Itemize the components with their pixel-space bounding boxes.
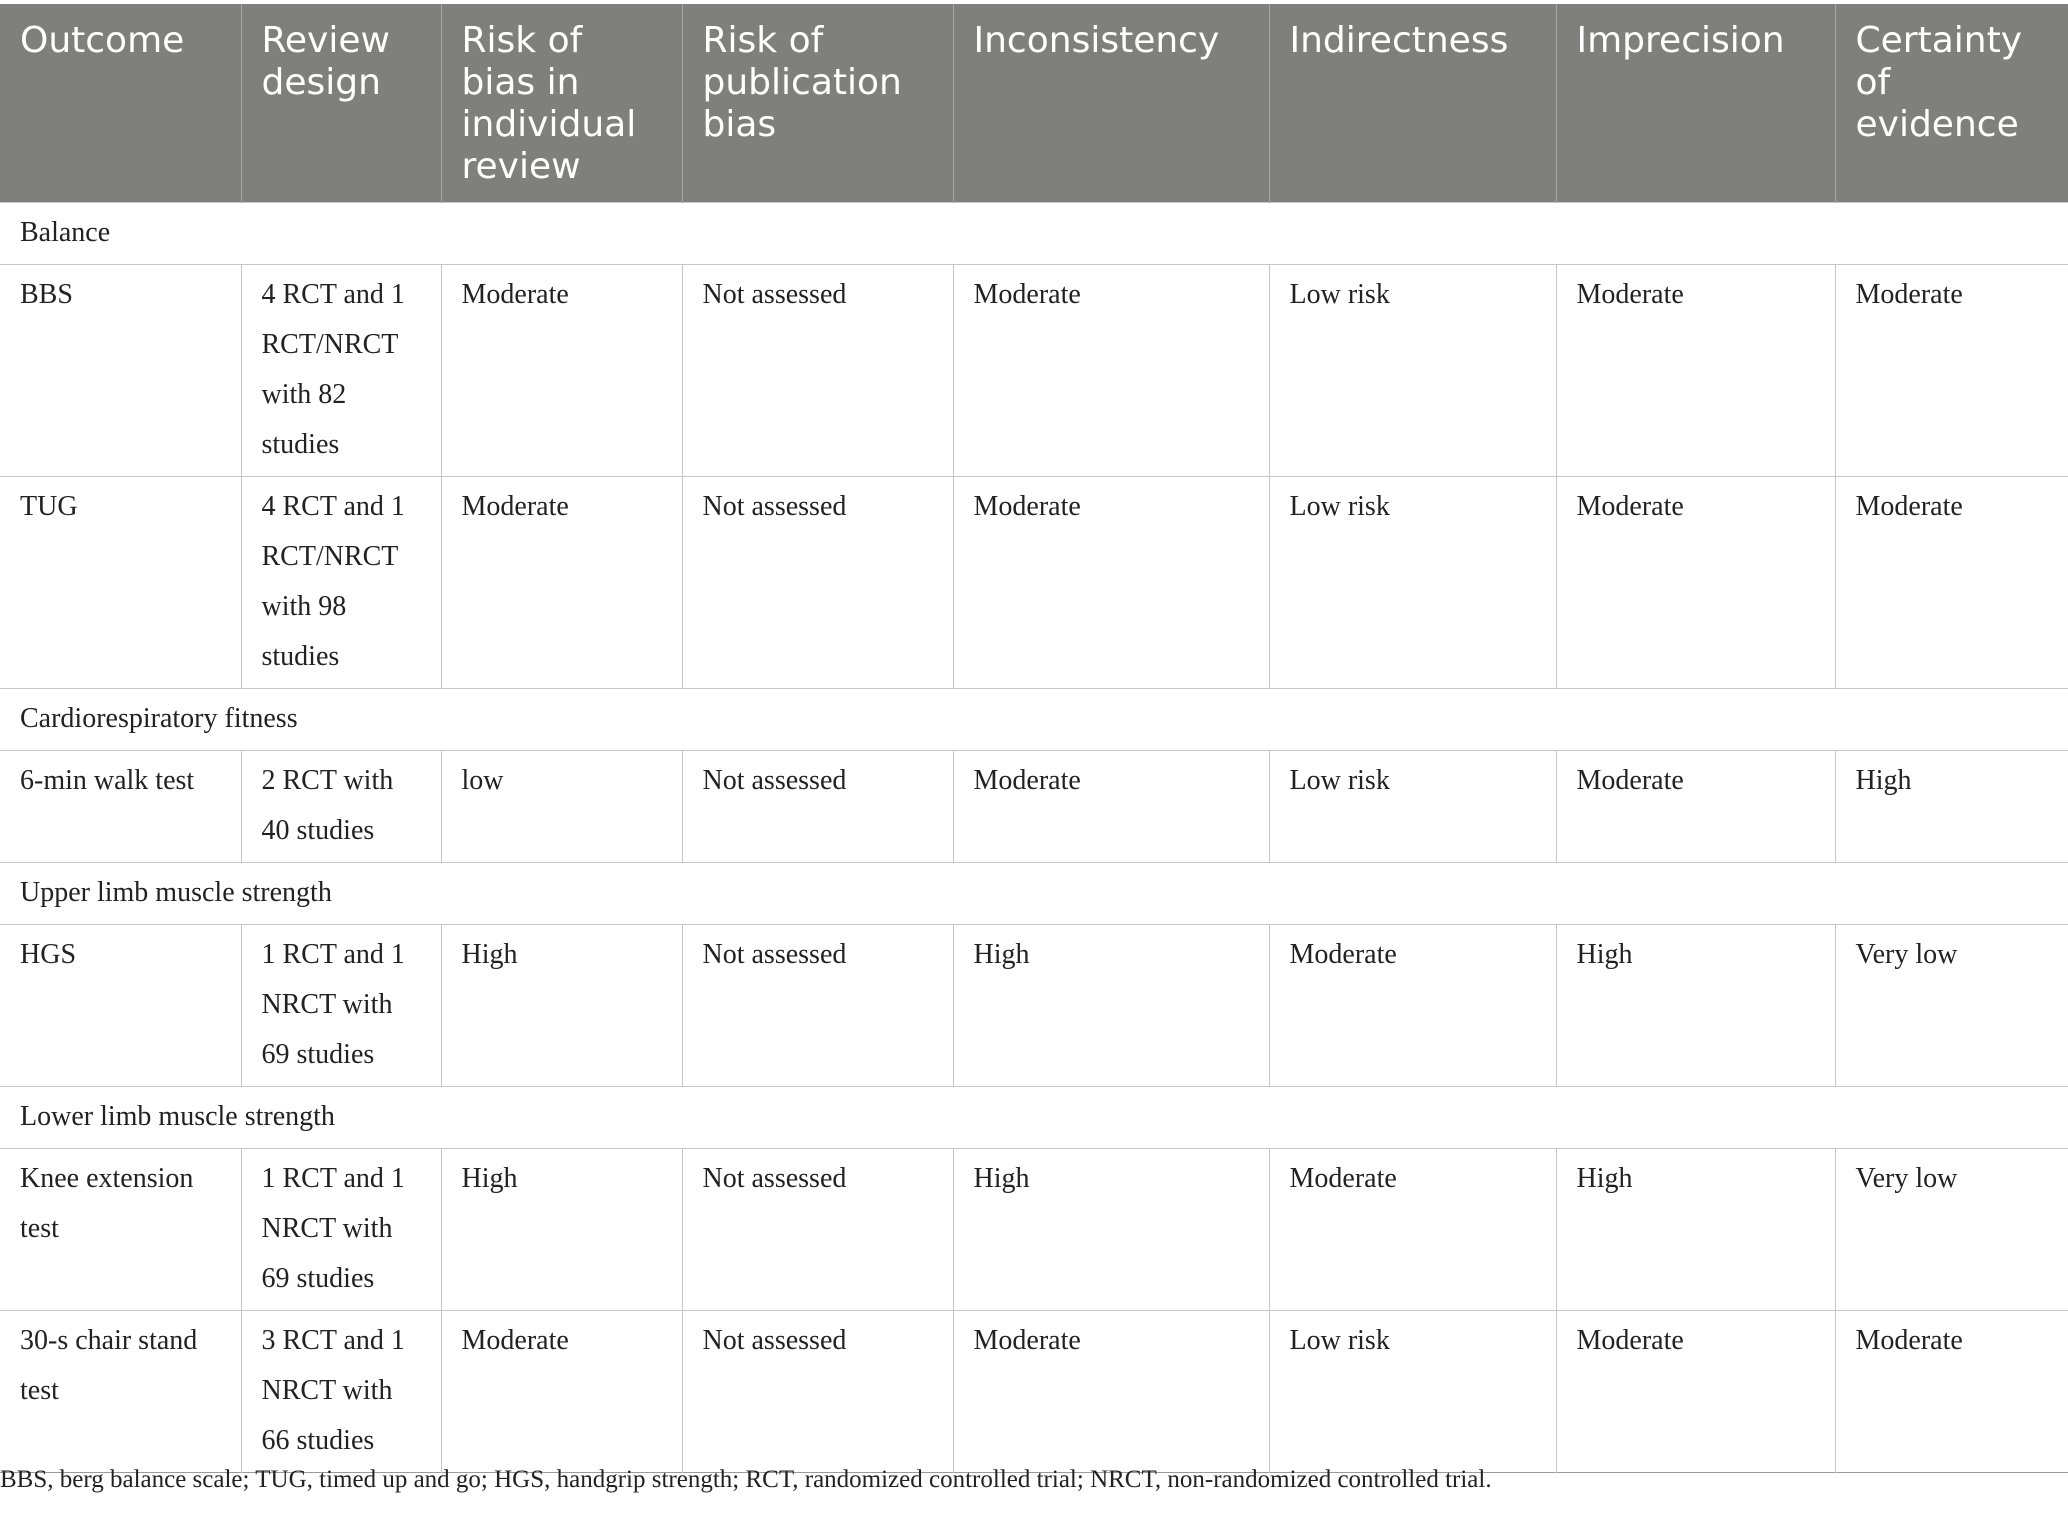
cell-risk-of-bias: High — [441, 1149, 682, 1311]
column-header-imprecision: Imprecision — [1556, 4, 1835, 203]
cell-certainty: Moderate — [1835, 265, 2068, 477]
cell-inconsistency: High — [953, 925, 1269, 1087]
header-row — [0, 4, 2068, 203]
cell-review-design: 1 RCT and 1 NRCT with 69 studies — [241, 1149, 441, 1311]
cell-imprecision: Moderate — [1556, 1311, 1835, 1473]
cell-outcome: TUG — [0, 477, 241, 689]
table-row — [0, 1149, 2068, 1311]
cell-indirectness: Moderate — [1269, 925, 1556, 1087]
cell-outcome: 6-min walk test — [0, 751, 241, 863]
section-label: Balance — [0, 203, 2068, 265]
cell-indirectness: Low risk — [1269, 265, 1556, 477]
cell-inconsistency: Moderate — [953, 751, 1269, 863]
section-label: Upper limb muscle strength — [0, 863, 2068, 925]
cell-indirectness: Moderate — [1269, 1149, 1556, 1311]
cell-inconsistency: Moderate — [953, 477, 1269, 689]
table-row — [0, 751, 2068, 863]
column-header-inconsistency: Inconsistency — [953, 4, 1269, 203]
cell-risk-of-bias: High — [441, 925, 682, 1087]
evidence-table — [0, 4, 2068, 1473]
section-row — [0, 863, 2068, 925]
cell-imprecision: Moderate — [1556, 751, 1835, 863]
table-row — [0, 925, 2068, 1087]
cell-imprecision: High — [1556, 1149, 1835, 1311]
column-header-risk-of-bias: Risk of bias in individual review — [441, 4, 682, 203]
cell-inconsistency: High — [953, 1149, 1269, 1311]
cell-imprecision: Moderate — [1556, 265, 1835, 477]
cell-outcome: BBS — [0, 265, 241, 477]
cell-risk-of-bias: Moderate — [441, 477, 682, 689]
column-header-outcome: Outcome — [0, 4, 241, 203]
table-header — [0, 4, 2068, 203]
table-row — [0, 1311, 2068, 1473]
cell-imprecision: High — [1556, 925, 1835, 1087]
column-header-indirectness: Indirectness — [1269, 4, 1556, 203]
section-row — [0, 203, 2068, 265]
cell-publication-bias: Not assessed — [682, 751, 953, 863]
column-header-publication-bias: Risk of publication bias — [682, 4, 953, 203]
cell-certainty: Very low — [1835, 925, 2068, 1087]
cell-risk-of-bias: low — [441, 751, 682, 863]
cell-inconsistency: Moderate — [953, 265, 1269, 477]
cell-inconsistency: Moderate — [953, 1311, 1269, 1473]
cell-publication-bias: Not assessed — [682, 1311, 953, 1473]
cell-review-design: 1 RCT and 1 NRCT with 69 studies — [241, 925, 441, 1087]
cell-review-design: 3 RCT and 1 NRCT with 66 studies — [241, 1311, 441, 1473]
cell-indirectness: Low risk — [1269, 477, 1556, 689]
cell-certainty: High — [1835, 751, 2068, 863]
section-label: Cardiorespiratory fitness — [0, 689, 2068, 751]
column-header-review-design: Review design — [241, 4, 441, 203]
table-body — [0, 203, 2068, 1473]
cell-imprecision: Moderate — [1556, 477, 1835, 689]
cell-review-design: 4 RCT and 1 RCT/NRCT with 98 studies — [241, 477, 441, 689]
column-header-certainty: Certainty of evidence — [1835, 4, 2068, 203]
cell-indirectness: Low risk — [1269, 1311, 1556, 1473]
cell-outcome: Knee extension test — [0, 1149, 241, 1311]
cell-risk-of-bias: Moderate — [441, 265, 682, 477]
section-label: Lower limb muscle strength — [0, 1087, 2068, 1149]
table-footnote: BBS, berg balance scale; TUG, timed up and go; HGS, handgrip strength; RCT, randomized controlled trial; NRCT, non-randomized controlled trial. — [0, 1466, 1492, 1493]
cell-review-design: 4 RCT and 1 RCT/NRCT with 82 studies — [241, 265, 441, 477]
cell-indirectness: Low risk — [1269, 751, 1556, 863]
cell-publication-bias: Not assessed — [682, 477, 953, 689]
cell-review-design: 2 RCT with 40 studies — [241, 751, 441, 863]
cell-publication-bias: Not assessed — [682, 925, 953, 1087]
section-row — [0, 689, 2068, 751]
cell-publication-bias: Not assessed — [682, 1149, 953, 1311]
cell-outcome: 30-s chair stand test — [0, 1311, 241, 1473]
cell-outcome: HGS — [0, 925, 241, 1087]
cell-publication-bias: Not assessed — [682, 265, 953, 477]
cell-certainty: Very low — [1835, 1149, 2068, 1311]
table-row — [0, 265, 2068, 477]
section-row — [0, 1087, 2068, 1149]
table-row — [0, 477, 2068, 689]
cell-risk-of-bias: Moderate — [441, 1311, 682, 1473]
cell-certainty: Moderate — [1835, 1311, 2068, 1473]
cell-certainty: Moderate — [1835, 477, 2068, 689]
